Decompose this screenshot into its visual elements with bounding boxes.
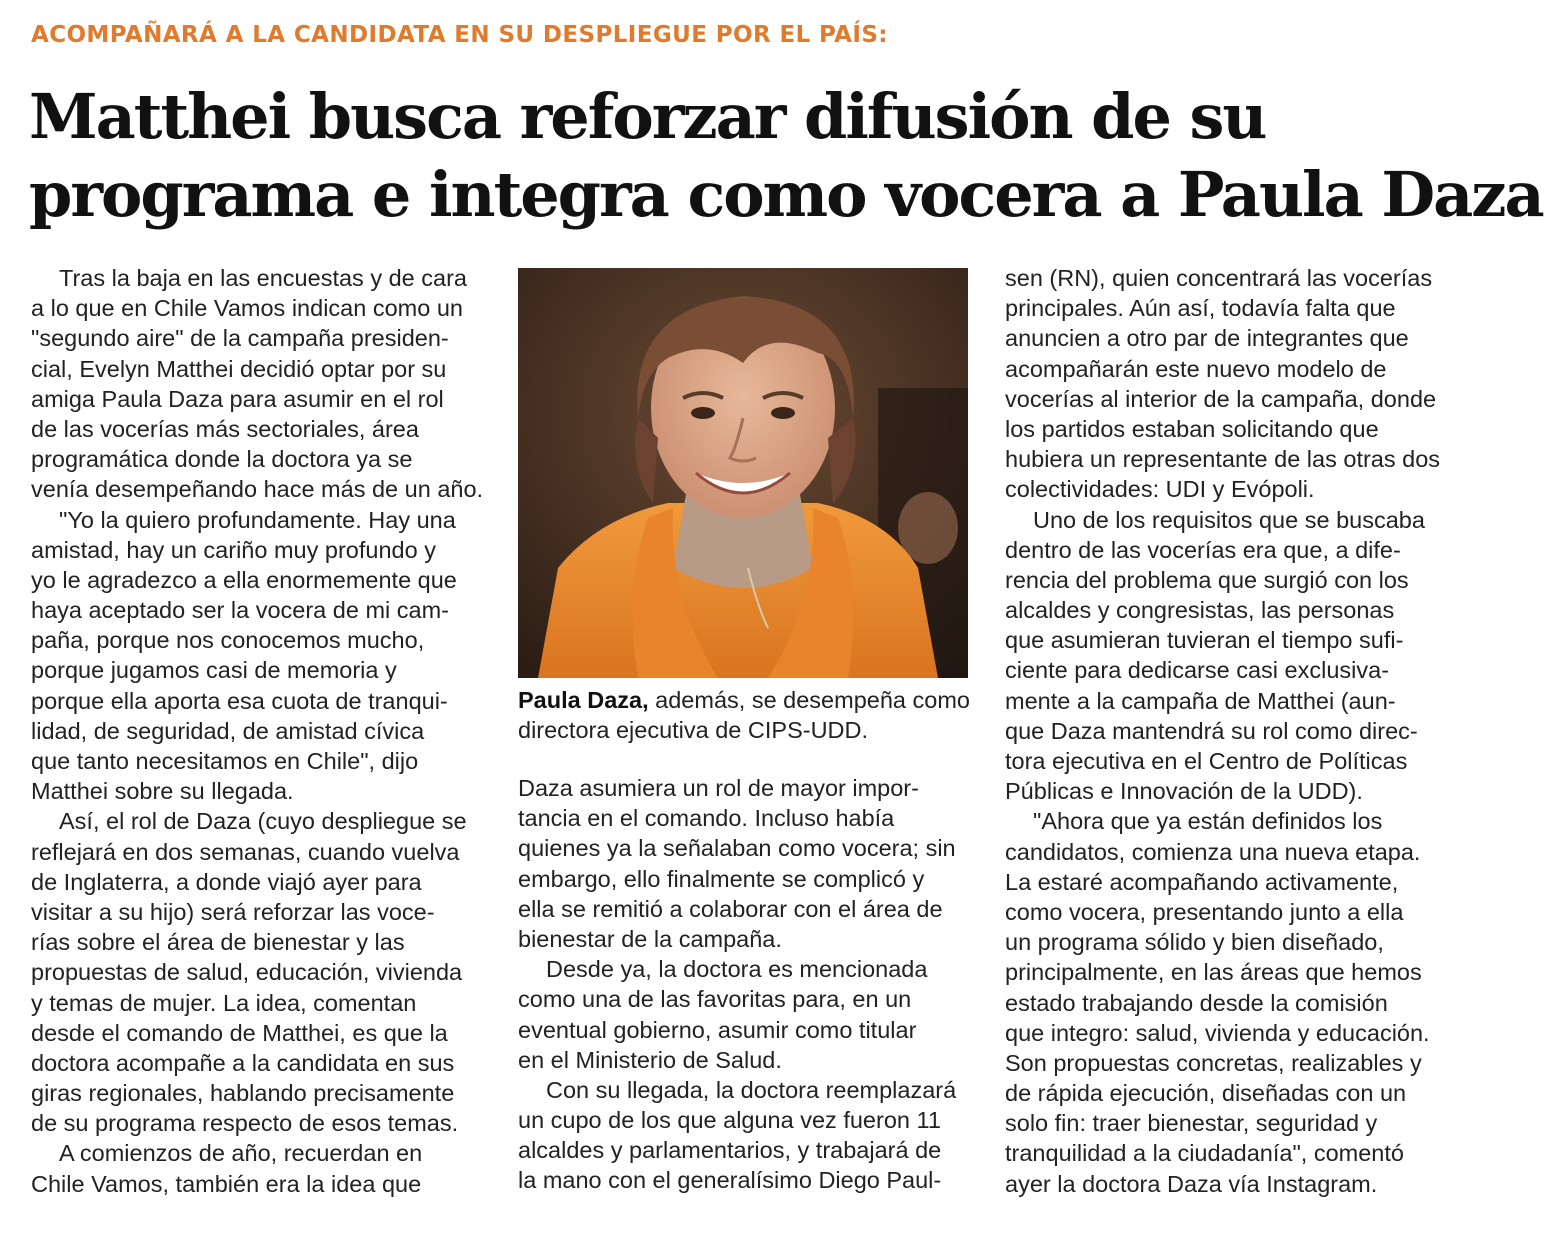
body-text-line: Matthei sobre su llegada. (31, 778, 294, 805)
body-text-line: la mano con el generalísimo Diego Paul- (518, 1167, 942, 1194)
body-text-line: desde el comando de Matthei, es que la (31, 1019, 448, 1046)
body-text-line: programática donde la doctora ya se (31, 446, 413, 473)
body-text-line: Desde ya, la doctora es mencionada (546, 956, 928, 983)
body-text-line: paña, porque nos conocemos mucho, (31, 627, 425, 654)
body-text-line: los partidos estaban solicitando que (1005, 415, 1379, 442)
body-text-line: "Yo la quiero profundamente. Hay una (59, 506, 456, 533)
body-text-line: rías sobre el área de bienestar y las (31, 929, 405, 956)
body-text-line: estado trabajando desde la comisión (1005, 989, 1388, 1016)
body-text-line: candidatos, comienza una nueva etapa. (1005, 838, 1421, 865)
photo-caption (518, 685, 978, 745)
body-text-line: que asumieran tuvieran el tiempo sufi- (1005, 627, 1404, 654)
body-text-line: que tanto necesitamos en Chile", dijo (31, 748, 419, 774)
caption-text: además, se desempeña como (648, 687, 970, 713)
body-text-line: visitar a su hijo) será reforzar las voce- (31, 898, 435, 925)
body-text-line: Públicas e Innovación de la UDD). (1005, 778, 1363, 805)
body-text-line: anuncien a otro par de integrantes que (1005, 325, 1409, 352)
body-text-line: venía desempeñando hace más de un año. (31, 476, 484, 503)
body-text-line: giras regionales, hablando precisamente (31, 1080, 455, 1107)
body-text-line: "Ahora que ya están definidos los (1033, 808, 1383, 835)
body-text-line: de su programa respecto de esos temas. (31, 1110, 459, 1137)
body-text-line: bienestar de la campaña. (518, 925, 782, 952)
body-text-line: a lo que en Chile Vamos indican como un (31, 295, 463, 322)
body-text-line: un programa sólido y bien diseñado, (1005, 929, 1384, 956)
body-text-line: un cupo de los que alguna vez fueron 11 (518, 1107, 941, 1134)
body-text-line: hubiera un representante de las otras dos (1005, 446, 1441, 473)
body-text-line: propuestas de salud, educación, vivienda (31, 959, 463, 986)
body-text-line: quienes ya la señalaban como vocera; sin (518, 835, 956, 862)
body-text-line: tora ejecutiva en el Centro de Políticas (1005, 748, 1408, 774)
article-kicker: ACOMPAÑARÁ A LA CANDIDATA EN SU DESPLIEGUE POR EL PAÍS: (31, 22, 888, 48)
body-text-line: porque jugamos casi de memoria y (31, 657, 397, 684)
body-text-line: A comienzos de año, recuerdan en (59, 1140, 423, 1167)
body-text-line: ciente para dedicarse casi exclusiva- (1005, 657, 1390, 684)
body-text-line: vocerías al interior de la campaña, donde (1005, 385, 1437, 412)
headline-line: programa e integra como vocera a Paula Daza (29, 158, 1543, 231)
body-text-line: amiga Paula Daza para asumir en el rol (31, 385, 444, 412)
body-text-line: mente a la campaña de Matthei (aun- (1005, 687, 1396, 714)
caption-name: Paula Daza, (518, 687, 649, 713)
body-text-line: Chile Vamos, también era la idea que (31, 1170, 422, 1197)
body-text-line: colectividades: UDI y Evópoli. (1005, 476, 1315, 503)
body-text-line: "segundo aire" de la campaña presiden- (31, 325, 449, 352)
body-text-line: amistad, hay un cariño muy profundo y (31, 536, 436, 563)
body-text-line: como una de las favoritas para, en un (518, 986, 912, 1013)
headline-line: Matthei busca reforzar difusión de su (29, 80, 1266, 153)
portrait-photo (518, 268, 968, 678)
body-text-line: principalmente, en las áreas que hemos (1005, 959, 1422, 986)
body-text-line: solo fin: traer bienestar, seguridad y (1005, 1110, 1378, 1137)
body-text-line: sen (RN), quien concentrará las vocerías (1005, 265, 1433, 291)
body-text-line: ayer la doctora Daza vía Instagram. (1005, 1170, 1378, 1197)
body-text-line: yo le agradezco a ella enormemente que (31, 566, 457, 593)
body-text-line: embargo, ello finalmente se complicó y (518, 865, 925, 892)
body-text-line: reflejará en dos semanas, cuando vuelva (31, 838, 460, 865)
caption-line (518, 685, 978, 715)
caption-line: directora ejecutiva de CIPS-UDD. (518, 717, 869, 744)
body-text-line: de Inglaterra, a donde viajó ayer para (31, 868, 422, 895)
body-text-line: lidad, de seguridad, de amistad cívica (31, 717, 425, 744)
body-text-line: en el Ministerio de Salud. (518, 1046, 782, 1073)
body-text-line: Tras la baja en las encuestas y de cara (59, 265, 467, 291)
body-text-line: principales. Aún así, todavía falta que (1005, 295, 1396, 322)
body-text-line: cial, Evelyn Matthei decidió optar por su (31, 355, 447, 382)
body-text-line: ella se remitió a colaborar con el área de (518, 895, 943, 922)
body-text-line: haya aceptado ser la vocera de mi cam- (31, 597, 449, 624)
article-column-1 (31, 263, 484, 1199)
body-text-line: La estaré acompañando activamente, (1005, 868, 1399, 895)
body-text-line: que integro: salud, vivienda y educación. (1005, 1019, 1430, 1046)
body-text-line: alcaldes y congresistas, las personas (1005, 597, 1395, 624)
body-text-line: porque ella aporta esa cuota de tranqui- (31, 687, 448, 714)
article-column-3 (1005, 263, 1465, 1199)
body-text-line: Así, el rol de Daza (cuyo despliegue se (59, 808, 467, 835)
body-text-line: Son propuestas concretas, realizables y (1005, 1049, 1422, 1076)
body-text-line: eventual gobierno, asumir como titular (518, 1016, 917, 1043)
body-text-line: tancia en el comando. Incluso había (518, 805, 895, 832)
body-text-line: Daza asumiera un rol de mayor impor- (518, 775, 919, 801)
body-text-line: Uno de los requisitos que se buscaba (1033, 506, 1425, 533)
body-text-line: de rápida ejecución, diseñadas con un (1005, 1080, 1407, 1107)
body-text-line: alcaldes y parlamentarios, y trabajará de (518, 1137, 942, 1164)
body-text-line: y temas de mujer. La idea, comentan (31, 989, 417, 1016)
body-text-line: Con su llegada, la doctora reemplazará (546, 1076, 957, 1103)
body-text-line: de las vocerías más sectoriales, área (31, 415, 419, 442)
body-text-line: dentro de las vocerías era que, a dife- (1005, 536, 1401, 563)
article-column-2 (518, 773, 968, 1196)
body-text-line: rencia del problema que surgió con los (1005, 566, 1409, 593)
body-text-line: acompañarán este nuevo modelo de (1005, 355, 1387, 382)
article-headline (29, 78, 1543, 234)
body-text-line: doctora acompañe a la candidata en sus (31, 1049, 455, 1076)
body-text-line: como vocera, presentando junto a ella (1005, 898, 1404, 925)
body-text-line: que Daza mantendrá su rol como direc- (1005, 717, 1418, 744)
body-text-line: tranquilidad a la ciudadanía", comentó (1005, 1140, 1404, 1167)
